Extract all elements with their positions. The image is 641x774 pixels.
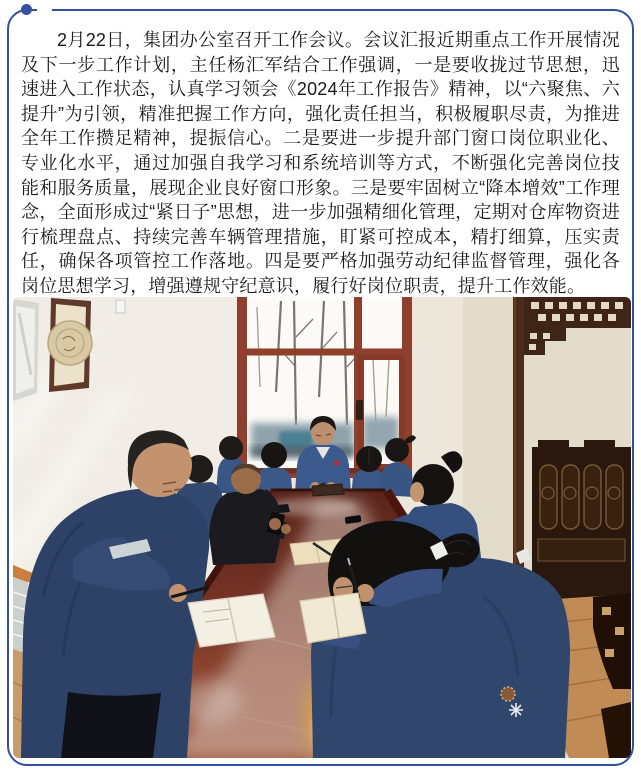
notebook-foreground-left <box>188 594 275 647</box>
chest-badge <box>334 460 340 466</box>
meeting-photo-illustration <box>13 297 631 758</box>
wall-switch <box>116 300 125 313</box>
meeting-summary-paragraph: 2月22日，集团办公室召开工作会议。会议汇报近期重点工作开展情况及下一步工作计划，主任杨汇军结合工作强调，一是要收拢过节思想，迅速进入工作状态，认真学习领会《2024年工作报告》精神，以“六聚焦、六提升”为引领，精准把握工作方向，强化责任担当，积极履职尽责，为推进全年工作攒足精神，提振信心。二是要进一步提升部门窗口岗位职业化、专业化水平，通过加强自我学习和系统培训等方式，不断强化完善岗位技能和服务质量，展现企业良好窗口形象。三是要牢固树立“降本增效”工作理念，全面形成过“紧日子”思想，进一步加强精细化管理，定期对仓库物资进行梳理盘点、持续完善车辆管理措施，盯紧可控成本，精打细算，压实责任，确保各项管控工作落地。四是要严格加强劳动纪律监督管理，强化各岗位思想学习，增强遵规守纪意识，履行好岗位职责，提升工作效能。 <box>21 30 620 296</box>
round-badge <box>501 687 515 701</box>
content-card <box>7 9 634 766</box>
foreground-woman-writing <box>300 521 570 758</box>
trousers <box>61 692 161 758</box>
chairman-notebook <box>312 484 344 496</box>
border-gap <box>37 7 52 15</box>
corner-dot-accent <box>21 4 32 15</box>
snowflake-badge <box>509 703 523 717</box>
window-handle <box>356 400 363 420</box>
meeting-photo <box>13 297 631 758</box>
